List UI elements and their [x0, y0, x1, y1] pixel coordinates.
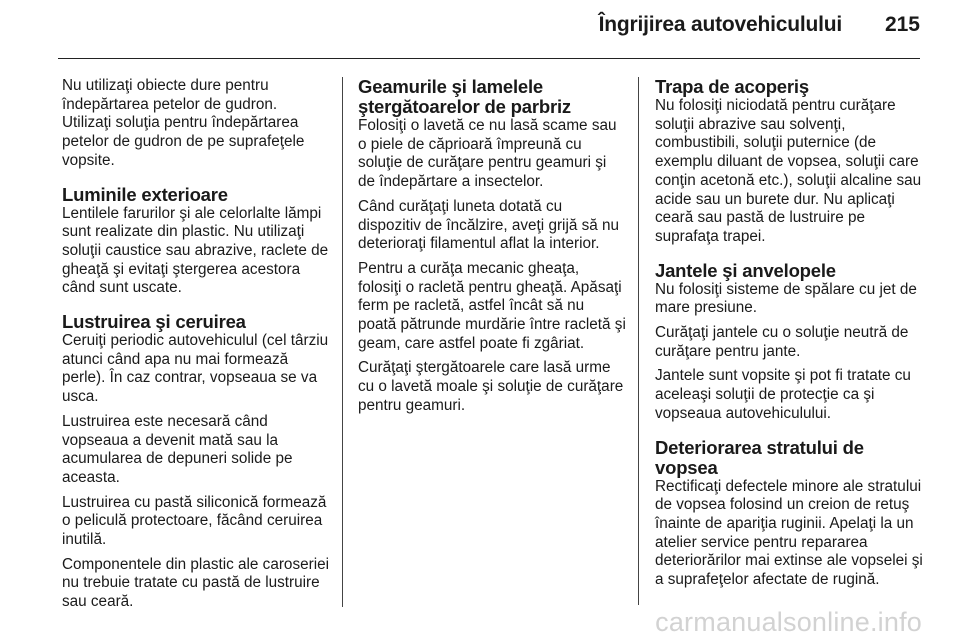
paragraph: Curăţaţi ştergătoarele care lasă urme cu o lavetă moale şi soluţie de curăţare pentru geamuri. [358, 359, 624, 414]
page-header [0, 0, 960, 58]
paragraph: Lustruirea cu pastă siliconică formează o peliculă protectoare, făcând ceruirea inutilă. [62, 493, 327, 549]
paragraph: Nu folosiţi niciodată pentru curăţare soluţii abrazive sau solvenţi, combustibili, soluţii puternice (de exemplu diluant de vopsea, soluţii care conţin acetonă etc.), soluţii alcaline sau acide sau un burete dur. Nu aplicaţi ceară sau pastă de lustruire pe suprafaţa trapei. [655, 97, 922, 245]
column-3 [655, 77, 925, 604]
section-heading: Lustruirea şi ceruirea [62, 311, 246, 333]
paragraph: Componentele din plastic ale caroseriei nu trebuie tratate cu pastă de lustruire sau ceară. [62, 555, 329, 611]
header-divider [58, 58, 920, 59]
column-divider [342, 77, 343, 607]
paragraph: Pentru a curăţa mecanic gheaţa, folosiţi o racletă pentru gheaţă. Apăsaţi ferm pe racletă, astfel încât să nu poată pătrunde murdărie între racletă şi geam, care astfel poate fi zgâriat. [358, 259, 626, 352]
section-heading: Geamurile şi lamelele ştergătoarelor de parbriz [358, 76, 571, 117]
section-paint-damage [655, 438, 925, 590]
paragraph: Nu folosiţi sisteme de spălare cu jet de mare presiune. [655, 280, 917, 317]
column-1 [62, 77, 330, 626]
section-heading: Jantele şi anvelopele [655, 259, 836, 281]
column-2 [358, 77, 626, 430]
section-polishing-waxing [62, 312, 330, 612]
paragraph: Rectificaţi defectele minore ale stratului de vopsea folosind un creion de retuş înainte de apariţia ruginii. Apelaţi la un atelier service pentru repararea deteriorărilor mai extinse ale vopselei şi a suprafeţelor afectate de rugină. [655, 477, 923, 589]
section-heading: Deteriorarea stratului de vopsea [655, 436, 864, 478]
section-tar-removal [62, 77, 330, 171]
section-exterior-lights [62, 185, 330, 299]
paragraph: Ceruiţi periodic autovehiculul (cel târziu atunci când apa nu mai formează perle). În caz contrar, vopseaua se va usca. [62, 332, 329, 406]
section-sunroof [655, 77, 925, 247]
paragraph: Folosiţi o lavetă ce nu lasă scame sau o piele de căprioară împreună cu soluţie de curăţare pentru geamuri şi de îndepărtare a insectelor. [358, 117, 617, 191]
section-windows-wipers [358, 77, 626, 416]
paragraph: Lentilele farurilor şi ale celorlalte lămpi sunt realizate din plastic. Nu utilizaţi soluţii caustice sau abrazive, raclete de gheaţă şi evitaţi ştergerea acestora când sunt uscate. [62, 204, 329, 297]
watermark: carmanualsonline.info [655, 607, 922, 637]
paragraph: Lustruirea este necesară când vopseaua a devenit mată sau la acumularea de depuneri solide pe aceasta. [62, 412, 293, 486]
paragraph: Nu utilizaţi obiecte dure pentru îndepărtarea petelor de gudron. Utilizaţi soluţia pentru îndepărtarea petelor de gudron de pe suprafeţele vopsite. [62, 77, 305, 169]
page-title: Îngrijirea autovehiculului [598, 13, 842, 36]
paragraph: Când curăţaţi luneta dotată cu dispozitiv de încălzire, aveţi grijă să nu deterioraţi filamentul aflat la interior. [358, 197, 620, 253]
page-number: 215 [884, 13, 920, 36]
section-heading: Trapa de acoperiş [655, 76, 809, 97]
paragraph: Curăţaţi jantele cu o soluţie neutră de curăţare pentru jante. [655, 324, 909, 360]
paragraph: Jantele sunt vopsite şi pot fi tratate cu aceleaşi soluţii de protecţie ca şi vopseaua autovehiculului. [655, 367, 911, 422]
section-heading: Luminile exterioare [62, 183, 228, 205]
column-divider [638, 77, 639, 605]
section-wheels-tyres [655, 261, 925, 424]
